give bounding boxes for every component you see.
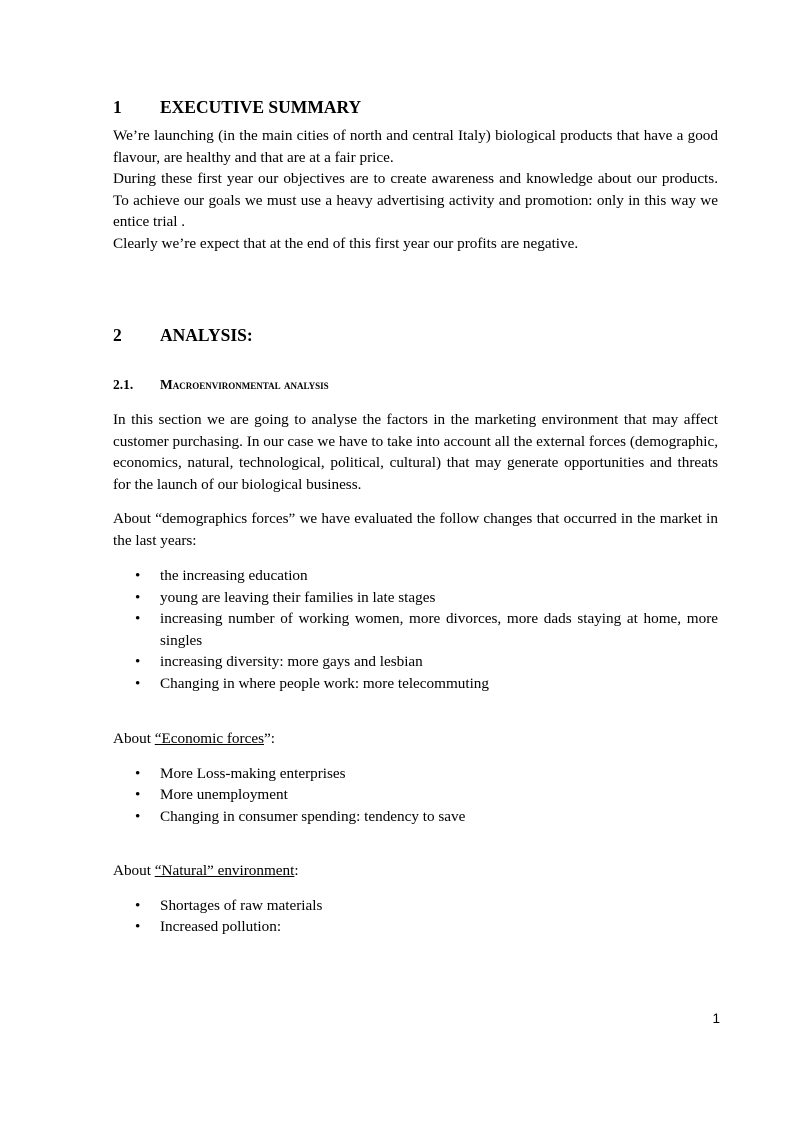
section-heading-analysis <box>113 324 718 346</box>
list-item: • young are leaving their families in late stages <box>113 587 718 609</box>
economic-list <box>113 763 718 828</box>
natural-suffix: : <box>294 862 299 879</box>
summary-paragraph-1: We’re launching (in the main cities of north and central Italy) biological products that have a good flavour, are healthy and that are at a fair price. <box>113 127 718 166</box>
list-item: • Shortages of raw materials <box>113 895 718 917</box>
subsection-heading-macroenvironmental <box>113 376 718 394</box>
economic-intro <box>113 728 718 750</box>
section-title: ANALYSIS: <box>160 325 253 345</box>
subsection-number: 2.1. <box>113 377 134 392</box>
list-item: • the increasing education <box>113 565 718 587</box>
summary-paragraph-2: During these first year our objectives are to create awareness and knowledge about our products. To achieve our goals we must use a heavy advertising activity and promotion: only in this way we entice trial . <box>113 170 718 230</box>
subsection-title: Macroenvironmental analysis <box>160 377 329 392</box>
list-item: • Increased pollution: <box>113 916 718 938</box>
section-number: 1 <box>113 97 122 117</box>
list-item: • increasing number of working women, more divorces, more dads staying at home, more singles <box>113 608 718 651</box>
macro-intro-paragraph: In this section we are going to analyse the factors in the marketing environment that may affect customer purchasing. In our case we have to take into account all the external forces (demographic, economics, natural, technological, political, cultural) that may generate opportunities and threats for the launch of our biological business. <box>113 411 718 493</box>
list-item: • More unemployment <box>113 784 718 806</box>
list-item: • Changing in consumer spending: tendency to save <box>113 806 718 828</box>
list-item: • More Loss-making enterprises <box>113 763 718 785</box>
list-item: • increasing diversity: more gays and lesbian <box>113 651 718 673</box>
section-heading-executive-summary <box>113 96 718 118</box>
demographic-intro-paragraph: About “demographics forces” we have evaluated the follow changes that occurred in the market in the last years: <box>113 510 718 549</box>
natural-label: “Natural” environment <box>154 862 295 879</box>
page-content <box>113 96 718 938</box>
economic-prefix: About <box>113 730 155 747</box>
section-title: EXECUTIVE SUMMARY <box>160 97 362 117</box>
economic-suffix: ”: <box>263 730 275 747</box>
summary-paragraph-3: Clearly we’re expect that at the end of this first year our profits are negative. <box>113 234 579 252</box>
natural-prefix: About <box>113 862 155 879</box>
natural-intro <box>113 860 718 882</box>
page-number: 1 <box>712 1011 720 1026</box>
natural-list <box>113 895 718 938</box>
economic-label: “Economic forces <box>154 730 264 747</box>
section-number: 2 <box>113 325 122 345</box>
list-item: • Changing in where people work: more telecommuting <box>113 673 718 695</box>
demographic-list <box>113 565 718 694</box>
